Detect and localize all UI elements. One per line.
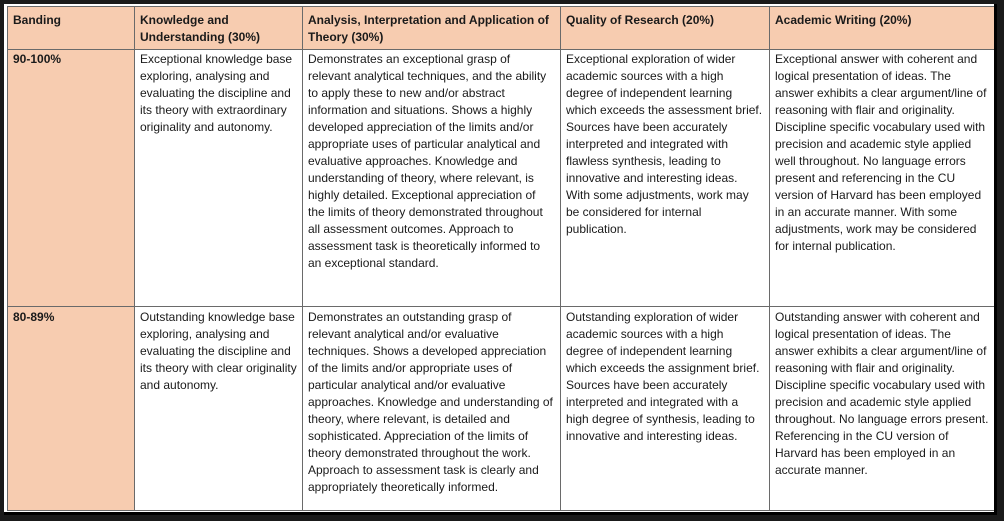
document-page (4, 4, 997, 515)
table-row (8, 307, 997, 511)
analysis-cell: Demonstrates an outstanding grasp of relevant analytical and/or evaluative techniques. Shows a developed appreciation of the limits and/or appropriate uses of particular analytical and/or evaluative approaches. Knowledge and understanding of theory, where relevant, is detailed and sophisticated. Appreciation of the limits of theory demonstrated throughout the work. Approach to assessment task is clearly and appropriately theoretically informed. (303, 307, 561, 511)
header-analysis: Analysis, Interpretation and Application of Theory (30%) (303, 7, 561, 50)
header-research: Quality of Research (20%) (561, 7, 770, 50)
knowledge-cell: Exceptional knowledge base exploring, analysing and evaluating the discipline and its theory with extraordinary originality and autonomy. (135, 50, 303, 307)
table-header-row (8, 7, 997, 50)
header-writing: Academic Writing (20%) (770, 7, 997, 50)
writing-cell: Outstanding answer with coherent and logical presentation of ideas. The answer exhibits a clear argument/line of reasoning with flair and originality. Discipline specific vocabulary used with precision and academic style applied throughout. No language errors present. Referencing in the CU version of Harvard has been employed in an accurate manner. (770, 307, 997, 511)
writing-cell: Exceptional answer with coherent and logical presentation of ideas. The answer exhibits a clear argument/line of reasoning with flair and originality. Discipline specific vocabulary used with precision and academic style applied well throughout. No language errors present and referencing in the CU version of Harvard has been employed in an accurate manner. With some adjustments, work may be considered for internal publication. (770, 50, 997, 307)
research-cell: Outstanding exploration of wider academic sources with a high degree of independent learning which exceeds the assignment brief. Sources have been accurately interpreted and integrated with a high degree of synthesis, leading to innovative and interesting ideas. (561, 307, 770, 511)
table-row (8, 50, 997, 307)
analysis-cell: Demonstrates an exceptional grasp of relevant analytical techniques, and the ability to apply these to new and/or abstract information and situations. Shows a highly developed appreciation of the limits and/or appropriate uses of particular analytical and evaluative approaches. Knowledge and understanding of theory, where relevant, is highly detailed. Exceptional appreciation of the limits of theory demonstrated throughout all assessment outcomes. Approach to assessment task is theoretically informed to an exceptional standard. (303, 50, 561, 307)
header-knowledge: Knowledge and Understanding (30%) (135, 7, 303, 50)
header-banding: Banding (8, 7, 135, 50)
band-cell: 90-100% (8, 50, 135, 307)
marking-rubric-table (7, 6, 997, 511)
knowledge-cell: Outstanding knowledge base exploring, analysing and evaluating the discipline and its theory with clear originality and autonomy. (135, 307, 303, 511)
band-cell: 80-89% (8, 307, 135, 511)
research-cell: Exceptional exploration of wider academic sources with a high degree of independent learning which exceeds the assessment brief. Sources have been accurately interpreted and integrated with flawless synthesis, leading to innovative and interesting ideas. With some adjustments, work may be considered for internal publication. (561, 50, 770, 307)
